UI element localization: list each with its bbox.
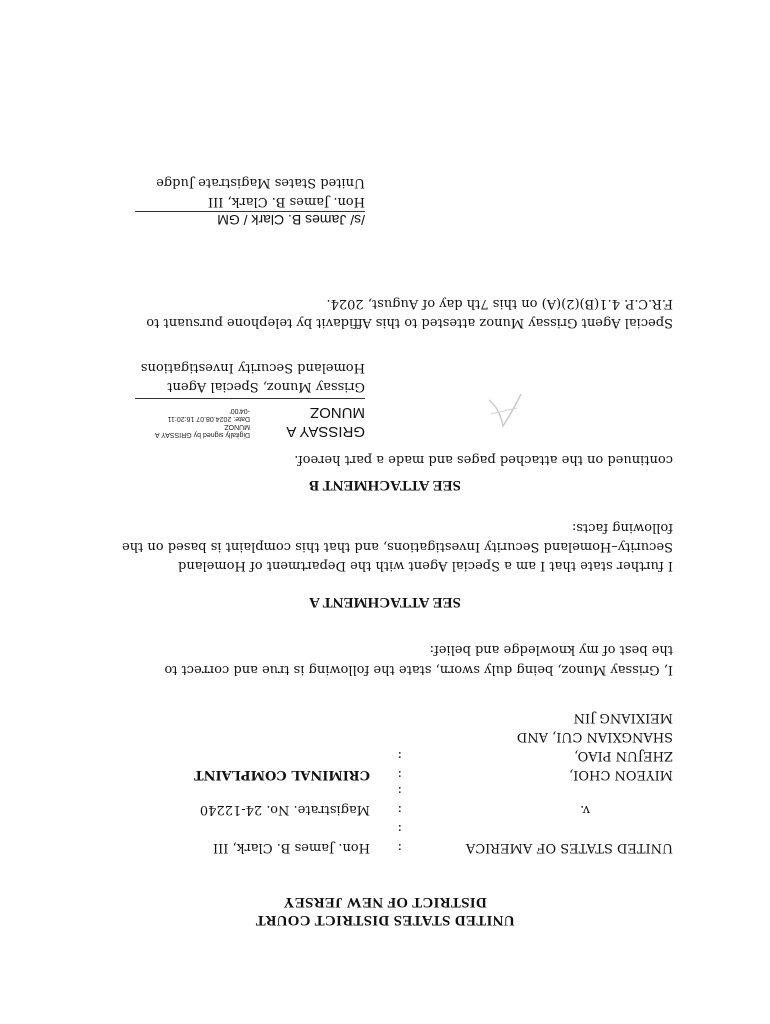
caption-judge: Hon. James B. Clark, III	[212, 840, 370, 855]
agent-signature-line	[135, 398, 365, 399]
para-agent-line3: following facts:	[571, 520, 673, 535]
caption-separator: :	[397, 840, 402, 855]
caption-separator: :	[397, 802, 402, 817]
agent-name-title: Grissay Munoz, Special Agent	[167, 379, 365, 394]
signer-name-line1: GRISSAY A	[286, 423, 365, 440]
judge-signature: /s/ James B. Clark / GM	[217, 212, 365, 228]
attestation-line1: Special Agent Grissay Munoz attested to this Affidavit by telephone pursuant to	[146, 315, 673, 330]
judge-signature-line	[135, 211, 365, 212]
signer-name-line2: MUNOZ	[310, 404, 365, 421]
para-continued: continued on the attached pages and made a part hereof.	[294, 452, 673, 467]
attachment-b-heading: SEE ATTACHMENT B	[309, 477, 461, 493]
digital-signature-line3: Date: 2024.08.07 16:20:11	[167, 415, 250, 422]
caption-defendant-4: MEIXIANG JIN	[573, 710, 673, 725]
para-agent-line1: I further state that I am a Special Agent with the Department of Homeland	[178, 558, 673, 573]
para-sworn-line2: the best of my knowledge and belief:	[429, 642, 673, 657]
signature-mark-icon	[485, 390, 525, 430]
attestation-line2: F.R.C.P. 4.1(B)(2)(A) on this 7th day of August, 2024.	[326, 296, 673, 311]
caption-separator: :	[397, 821, 402, 836]
digital-signature-line1: Digitally signed by GRISSAY A	[154, 431, 250, 438]
caption-case-number: Magistrate. No. 24-12240	[199, 802, 370, 817]
digital-signature-line4: -04'00'	[229, 407, 250, 414]
caption-versus: v.	[580, 802, 590, 817]
caption-separator: :	[397, 767, 402, 782]
judge-name: Hon. James B. Clark, III	[207, 194, 365, 209]
digital-signature-line2: MUNOZ	[224, 423, 250, 430]
para-agent-line2: Security–Homeland Security Investigations, and that this complaint is based on the	[122, 539, 673, 554]
caption-plaintiff: UNITED STATES OF AMERICA	[465, 840, 673, 855]
court-district: DISTRICT OF NEW JERSEY	[283, 894, 487, 910]
para-sworn-line1: I, Grissay Munoz, being duly sworn, state the following is true and correct to	[164, 662, 673, 677]
caption-defendant-1: MIYEON CHOI,	[569, 767, 673, 782]
caption-defendant-2: ZHEJUN PIAO,	[574, 748, 673, 763]
caption-doc-title: CRIMINAL COMPLAINT	[193, 767, 370, 782]
agent-agency: Homeland Security Investigations	[140, 360, 365, 375]
caption-separator: :	[397, 748, 402, 763]
court-name: UNITED STATES DISTRICT COURT	[255, 912, 515, 928]
judge-title: United States Magistrate Judge	[156, 175, 365, 190]
caption-defendant-3: SHANGXIAN CUI, AND	[516, 729, 673, 744]
caption-separator: :	[397, 783, 402, 798]
attachment-a-heading: SEE ATTACHMENT A	[309, 594, 461, 610]
